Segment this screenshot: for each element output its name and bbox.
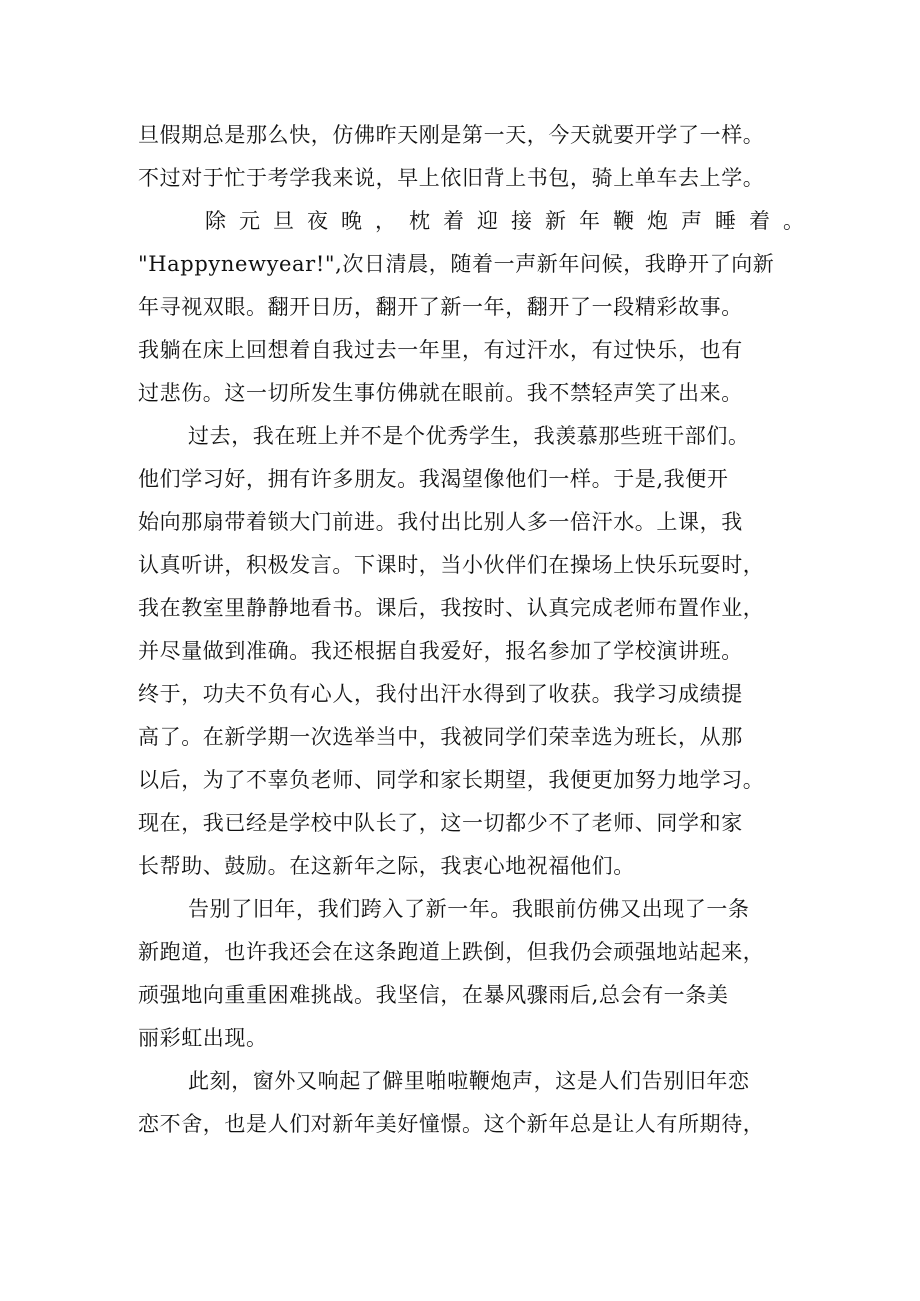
text-line: 我在教室里静静地看书。课后，我按时、认真完成老师布置作业， — [138, 596, 765, 620]
text-line: 高了。在新学期一次选举当中，我被同学们荣幸选为班长，从那 — [138, 725, 743, 749]
text-line: 年寻视双眼。翻开日历，翻开了新一年，翻开了一段精彩故事。 — [138, 295, 743, 319]
text-line: 不过对于忙于考学我来说，早上依旧背上书包，骑上单车去上学。 — [138, 166, 765, 190]
text-line: "Happynewyear!",次日清晨，随着一声新年问候，我睁开了向新 — [138, 252, 775, 276]
text-line: 长帮助、鼓励。在这新年之际，我衷心地祝福他们。 — [138, 854, 635, 878]
text-line: 恋不舍，也是人们对新年美好憧憬。这个新年总是让人有所期待， — [138, 1112, 765, 1136]
text-line: 始向那扇带着锁大门前进。我付出比别人多一倍汗水。上课，我 — [138, 510, 743, 534]
text-line: 新跑道，也许我还会在这条跑道上跌倒，但我仍会顽强地站起来， — [138, 940, 765, 964]
text-line: 认真听讲，积极发言。下课时，当小伙伴们在操场上快乐玩耍时， — [138, 553, 765, 577]
text-line: 过悲伤。这一切所发生事仿佛就在眼前。我不禁轻声笑了出来。 — [138, 381, 743, 405]
text-line: 旦假期总是那么快，仿佛昨天刚是第一天，今天就要开学了一样。 — [138, 123, 765, 147]
text-line: 我躺在床上回想着自我过去一年里，有过汗水，有过快乐，也有 — [138, 338, 743, 362]
text-line: 现在，我已经是学校中队长了，这一切都少不了老师、同学和家 — [138, 811, 743, 835]
text-line: 并尽量做到准确。我还根据自我爱好，报名参加了学校演讲班。 — [138, 639, 743, 663]
paragraph-start: 过去，我在班上并不是个优秀学生，我羡慕那些班干部们。 — [188, 424, 750, 448]
text-line: 以后，为了不辜负老师、同学和家长期望，我便更加努力地学习。 — [138, 768, 765, 792]
paragraph-start: 除元旦夜晚，枕着迎接新年鞭炮声睡着。 — [205, 209, 817, 233]
text-line: 终于，功夫不负有心人，我付出汗水得到了收获。我学习成绩提 — [138, 682, 743, 706]
paragraph-start: 告别了旧年，我们跨入了新一年。我眼前仿佛又出现了一条 — [188, 897, 750, 921]
text-line: 他们学习好，拥有许多朋友。我渴望像他们一样。于是,我便开 — [138, 467, 729, 491]
text-line: 顽强地向重重困难挑战。我坚信，在暴风骤雨后,总会有一条美 — [138, 983, 729, 1007]
paragraph-start: 此刻，窗外又响起了僻里啪啦鞭炮声，这是人们告别旧年恋 — [188, 1069, 750, 1093]
text-line: 丽彩虹出现。 — [138, 1026, 268, 1050]
